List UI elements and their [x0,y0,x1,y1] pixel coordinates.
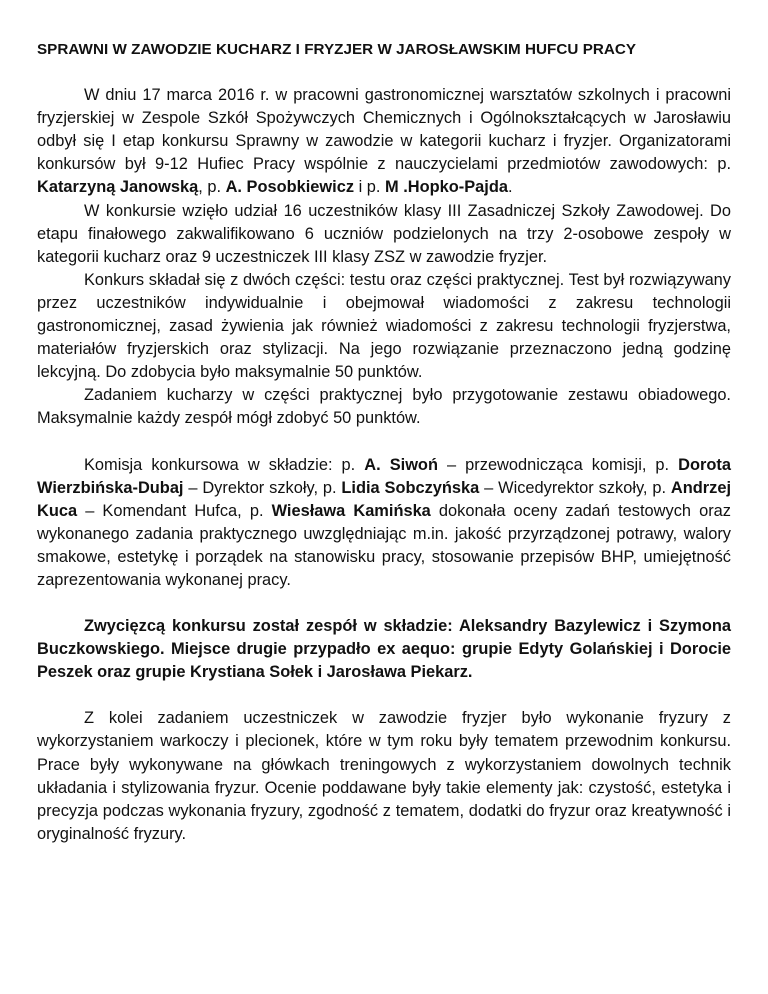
document-page [37,38,731,846]
commission-name-sobczynska: Lidia Sobczyńska [341,478,480,497]
intro-end: . [507,178,513,197]
paragraph-winners: Zwycięzcą konkursu został zespół w składzie: Aleksandry Bazylewicz i Szymona Buczkowskiego. Miejsce drugie przypadło ex aequo: grupie Edyty Golańskiej i Dorocie Peszek oraz grupie Krystiana Sołek i Jarosława Piekarz. [37,617,731,682]
intro-sep-1: , p. [198,178,226,197]
intro-sep-2: i p. [354,178,386,197]
commission-name-siwon: A. Siwoń [364,455,438,474]
teacher-name-hopko-pajda: M .Hopko-Pajda [385,178,508,197]
intro-text: W dniu 17 marca 2016 r. w pracowni gastronomicznej warsztatów szkolnych i pracowni fryzjerskiej w Zespole Szkół Spożywczych Chemicznych i Ogólnokształcących w Jarosławiu odbył się I etap konkursu Sprawny w zawodzie w kategorii kucharz i fryzjer. Organizatorami konkursów był 9-12 Hufiec Pracy wspólnie z nauczycielami przedmiotów zawodowych: p. [37,86,731,174]
document-title: SPRAWNI W ZAWODZIE KUCHARZ I FRYZJER W JAROSŁAWSKIM HUFCU PRACY [37,41,637,58]
commission-text-1: Komisja konkursowa w składzie: p. [84,455,365,474]
paragraph-commission [37,454,731,593]
paragraph-gap [37,431,731,454]
paragraph-structure: Konkurs składał się z dwóch części: testu oraz części praktycznej. Test był rozwiązywany przez uczestników indywidualnie i obejmował wiadomości z zakresu technologii gastronomicznej, zasad żywienia jak również wiadomości z zakresu technologii fryzjerstwa, materiałów fryzjerskich oraz stylizacji. Na jego rozwiązanie przeznaczono jedną godzinę lekcyjną. Do zdobycia było maksymalnie 50 punktów. [37,270,731,382]
commission-name-wierzbinska-dubaj: Dorota Wierzbińska-Dubaj [37,455,731,497]
paragraph-gap [37,684,731,707]
commission-text-3: – Dyrektor szkoły, p. [183,478,342,497]
paragraph-participants: W konkursie wzięło udział 16 uczestników klasy III Zasadniczej Szkoły Zawodowej. Do etapu finałowego zakwalifikowano 6 uczniów podzielonych na trzy 2-osobowe zespoły w kategorii kucharz oraz 9 uczestniczek III klasy ZSZ w zawodzie fryzjer. [37,201,731,266]
commission-text-6: dokonała oceny zadań testowych oraz wykonanego zadania praktycznego uwzględniając m.in. jakość przyrządzonej potrawy, walory smakowe, estetykę i porządek na stanowisku pracy, stosowanie przepisów BHP, umiejętność zaprezentowania wykonanej pracy. [37,501,731,589]
paragraph-gap [37,592,731,615]
commission-text-4: – Wicedyrektor szkoły, p. [479,478,671,497]
paragraph-intro [37,84,731,199]
commission-text-5: – Komendant Hufca, p. [77,501,272,520]
paragraph-cooks-task: Zadaniem kucharzy w części praktycznej było przygotowanie zestawu obiadowego. Maksymalnie każdy zespół mógł zdobyć 50 punktów. [37,386,731,428]
teacher-name-janowska: Katarzyną Janowską [37,178,199,197]
commission-name-kuca: Andrzej Kuca [37,478,731,520]
teacher-name-posobkiewicz: A. Posobkiewicz [225,178,355,197]
commission-name-kaminska: Wiesława Kamińska [271,501,431,520]
paragraph-hairdressers-task: Z kolei zadaniem uczestniczek w zawodzie fryzjer było wykonanie fryzury z wykorzystaniem warkoczy i plecionek, które w tym roku były tematem przewodnim konkursu. Prace były wykonywane na główkach treningowych z wykorzystaniem dowolnych technik układania i stylizowania fryzur. Ocenie poddawane były takie elementy jak: czystość, estetyka i precyzja podczas wykonania fryzury, zgodność z tematem, dodatki do fryzur oraz kreatywność i oryginalność fryzury. [37,709,731,843]
commission-text-2: – przewodnicząca komisji, p. [437,455,679,474]
